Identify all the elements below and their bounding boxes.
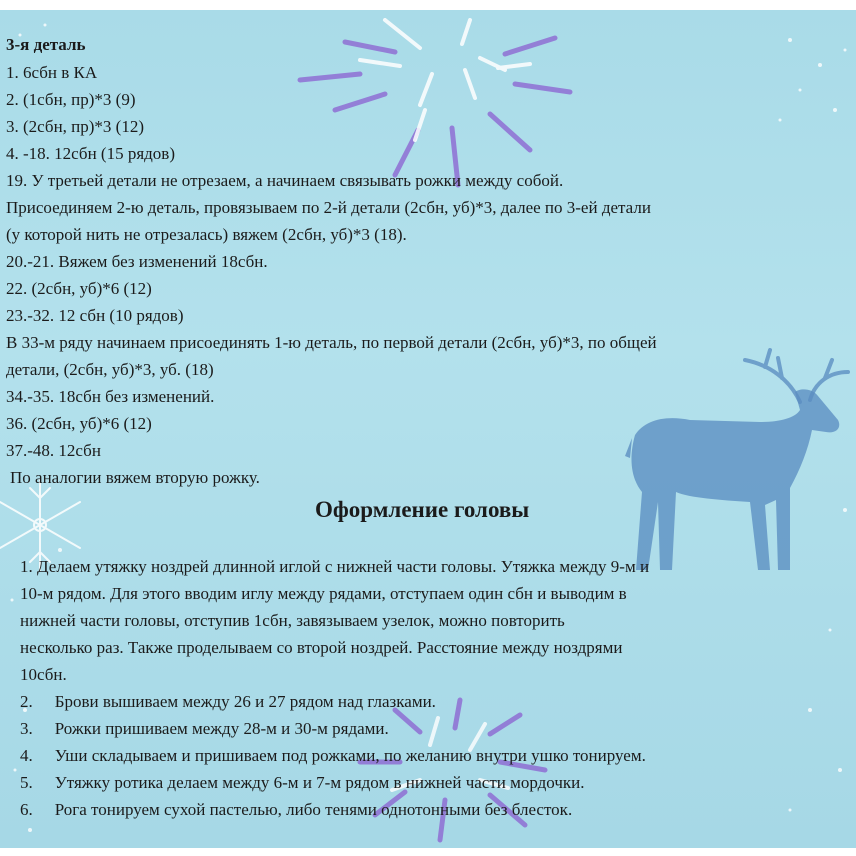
pattern-row: 2. (1сбн, пр)*3 (9): [6, 90, 136, 109]
pattern-row: 37.-48. 12сбн: [6, 441, 101, 460]
deer-icon: [625, 389, 839, 570]
pattern-row: 22. (2сбн, уб)*6 (12): [6, 279, 152, 298]
item-text: Рога тонируем сухой пастелью, либо тенями однотонными без блесток.: [54, 800, 573, 819]
pattern-row: По аналогии вяжем вторую рожку.: [10, 468, 260, 487]
item-text: Брови вышиваем между 26 и 27 рядом над глазками.: [54, 692, 436, 711]
pattern-card: [0, 10, 856, 848]
item-text: Утяжку ротика делаем между 6-м и 7-м рядом в нижней части мордочки.: [54, 773, 585, 792]
pattern-row: 1. 6сбн в КА: [6, 63, 98, 82]
pattern-row: В 33-м ряду начинаем присоединять 1-ю деталь, по первой детали (2сбн, уб)*3, по общей: [6, 333, 657, 352]
antler-icon: [745, 350, 848, 402]
instruction-line: несколько раз. Также проделываем со второй ноздрей. Расстояние между ноздрями: [20, 638, 623, 657]
pattern-row: 34.-35. 18сбн без изменений.: [6, 387, 215, 406]
pattern-row: 20.-21. Вяжем без изменений 18сбн.: [6, 252, 268, 271]
pattern-row: детали, (2сбн, уб)*3, уб. (18): [6, 360, 214, 379]
instruction-line: нижней части головы, отступив 1сбн, завязываем узелок, можно повторить: [20, 611, 565, 630]
pattern-row: Присоединяем 2-ю деталь, провязываем по 2-й детали (2сбн, уб)*3, далее по 3-ей детали: [6, 198, 651, 217]
pattern-row: 3. (2сбн, пр)*3 (12): [6, 117, 144, 136]
item-number: 4.: [20, 746, 33, 765]
instruction-line: 1. Делаем утяжку ноздрей длинной иглой с нижней части головы. Утяжка между 9-м и: [20, 557, 650, 576]
instruction-line: 10-м рядом. Для этого вводим иглу между рядами, отступаем один сбн и выводим в: [20, 584, 627, 603]
list-item: [20, 718, 389, 740]
item-number: 5.: [20, 773, 33, 792]
item-number: 2.: [20, 692, 33, 711]
firework-icon: [300, 20, 570, 185]
list-item: [20, 745, 646, 767]
list-item: [20, 691, 436, 713]
item-number: 6.: [20, 800, 33, 819]
pattern-row: 36. (2сбн, уб)*6 (12): [6, 414, 152, 433]
list-item: [20, 799, 572, 821]
list-item: [20, 772, 585, 794]
pattern-row: 23.-32. 12 сбн (10 рядов): [6, 306, 184, 325]
section-title: Оформление головы: [315, 497, 530, 522]
pattern-row: (у которой нить не отрезалась) вяжем (2сбн, уб)*3 (18).: [6, 225, 407, 244]
instruction-line: 10сбн.: [20, 665, 67, 684]
pattern-row: 19. У третьей детали не отрезаем, а начинаем связывать рожки между собой.: [6, 171, 564, 190]
item-number: 3.: [20, 719, 33, 738]
item-text: Рожки пришиваем между 28-м и 30-м рядами.: [54, 719, 389, 738]
part3-heading: 3-я деталь: [6, 35, 86, 54]
item-text: Уши складываем и пришиваем под рожками, по желанию внутри ушко тонируем.: [54, 746, 646, 765]
pattern-row: 4. -18. 12сбн (15 рядов): [6, 144, 175, 163]
